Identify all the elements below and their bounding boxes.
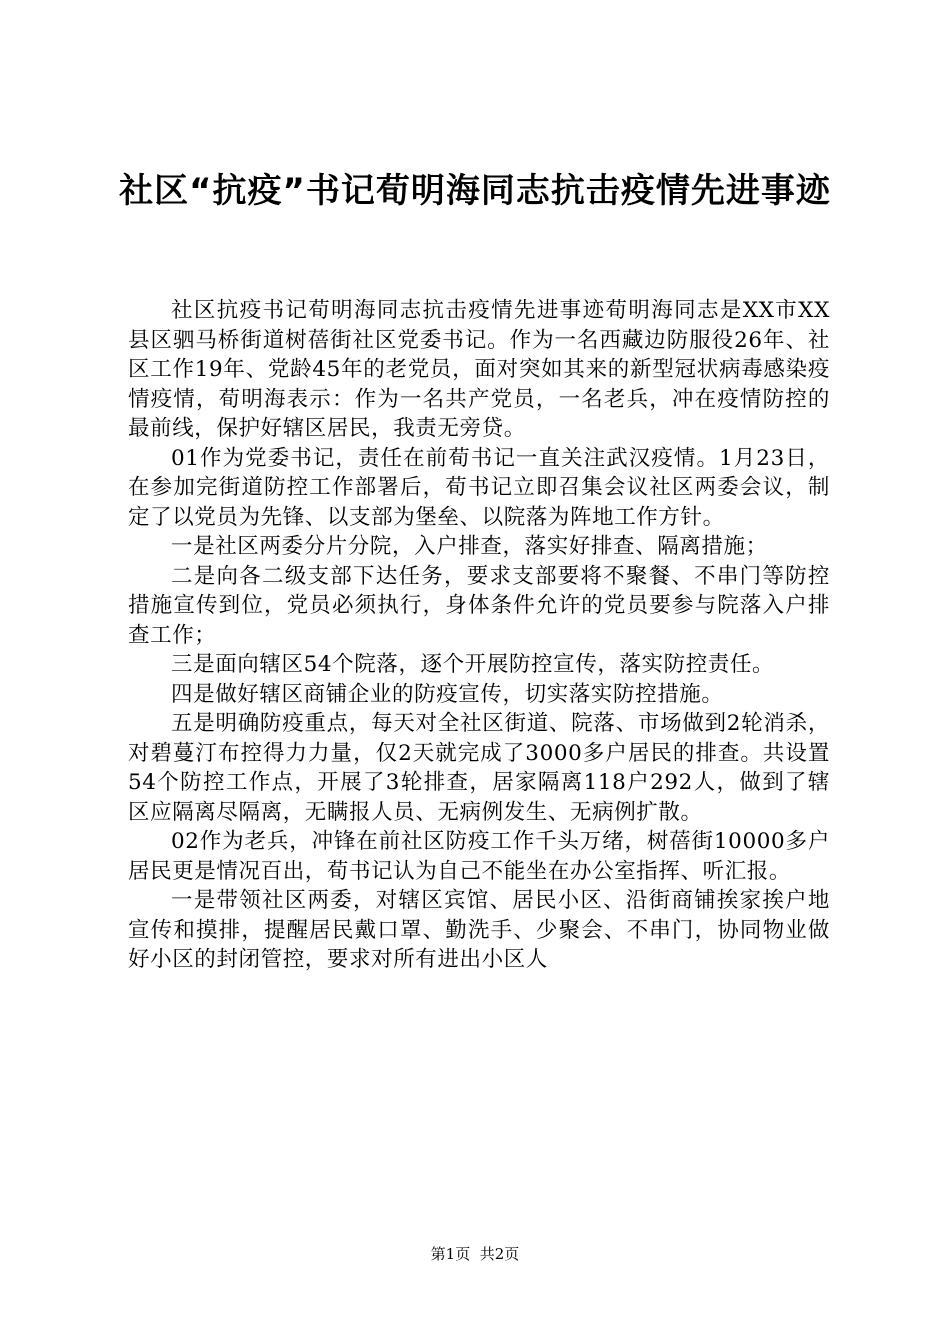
paragraph: 02作为老兵，冲锋在前社区防疫工作千头万绪，树蓓街10000多户居民更是情况百出，荀书记认为自己不能坐在办公室指挥、听汇报。 xyxy=(128,829,830,884)
paragraph: 二是向各二级支部下达任务，要求支部要将不聚餐、不串门等防控措施宣传到位，党员必须执行，身体条件允许的党员要参与院落入户排查工作； xyxy=(128,563,830,648)
paragraph: 社区抗疫书记荀明海同志抗击疫情先进事迹荀明海同志是XX市XX县区驷马桥街道树蓓街社区党委书记。作为一名西藏边防服役26年、社区工作19年、党龄45年的老党员，面对突如其来的新型冠状病毒感染疫情疫情，荀明海表示：作为一名共产党员，一名老兵，冲在疫情防控的最前线，保护好辖区居民，我责无旁贷。 xyxy=(128,298,830,441)
paragraph: 01作为党委书记，责任在前荀书记一直关注武汉疫情。1月23日，在参加完街道防控工作部署后，荀书记立即召集会议社区两委会议，制定了以党员为先锋、以支部为堡垒、以院落为阵地工作方针。 xyxy=(128,445,830,530)
paragraph: 一是带领社区两委，对辖区宾馆、居民小区、沿街商铺挨家挨户地宣传和摸排，提醒居民戴口罩、勤洗手、少聚会、不串门，协同物业做好小区的封闭管控，要求对所有进出小区人 xyxy=(128,888,830,972)
paragraph: 五是明确防疫重点，每天对全社区街道、院落、市场做到2轮消杀，对碧蔓汀布控得力力量，仅2天就完成了3000多户居民的排查。共设置54个防控工作点，开展了3轮排查，居家隔离118户292人，做到了辖区应隔离尽隔离，无瞒报人员、无病例发生、无病例扩散。 xyxy=(128,711,830,825)
document-title: 社区“抗疫”书记荀明海同志抗击疫情先进事迹 xyxy=(119,171,831,211)
page-total: 共2页 xyxy=(479,1245,520,1263)
page-number: 第1页 xyxy=(430,1245,471,1263)
paragraph: 四是做好辖区商铺企业的防疫宣传，切实落实防控措施。 xyxy=(171,681,724,707)
paragraph: 三是面向辖区54个院落，逐个开展防控宣传，落实防控责任。 xyxy=(171,652,775,677)
paragraph: 一是社区两委分片分院，入户排查，落实好排查、隔离措施； xyxy=(171,534,768,559)
document-body xyxy=(128,296,830,975)
page-footer xyxy=(0,1244,950,1264)
